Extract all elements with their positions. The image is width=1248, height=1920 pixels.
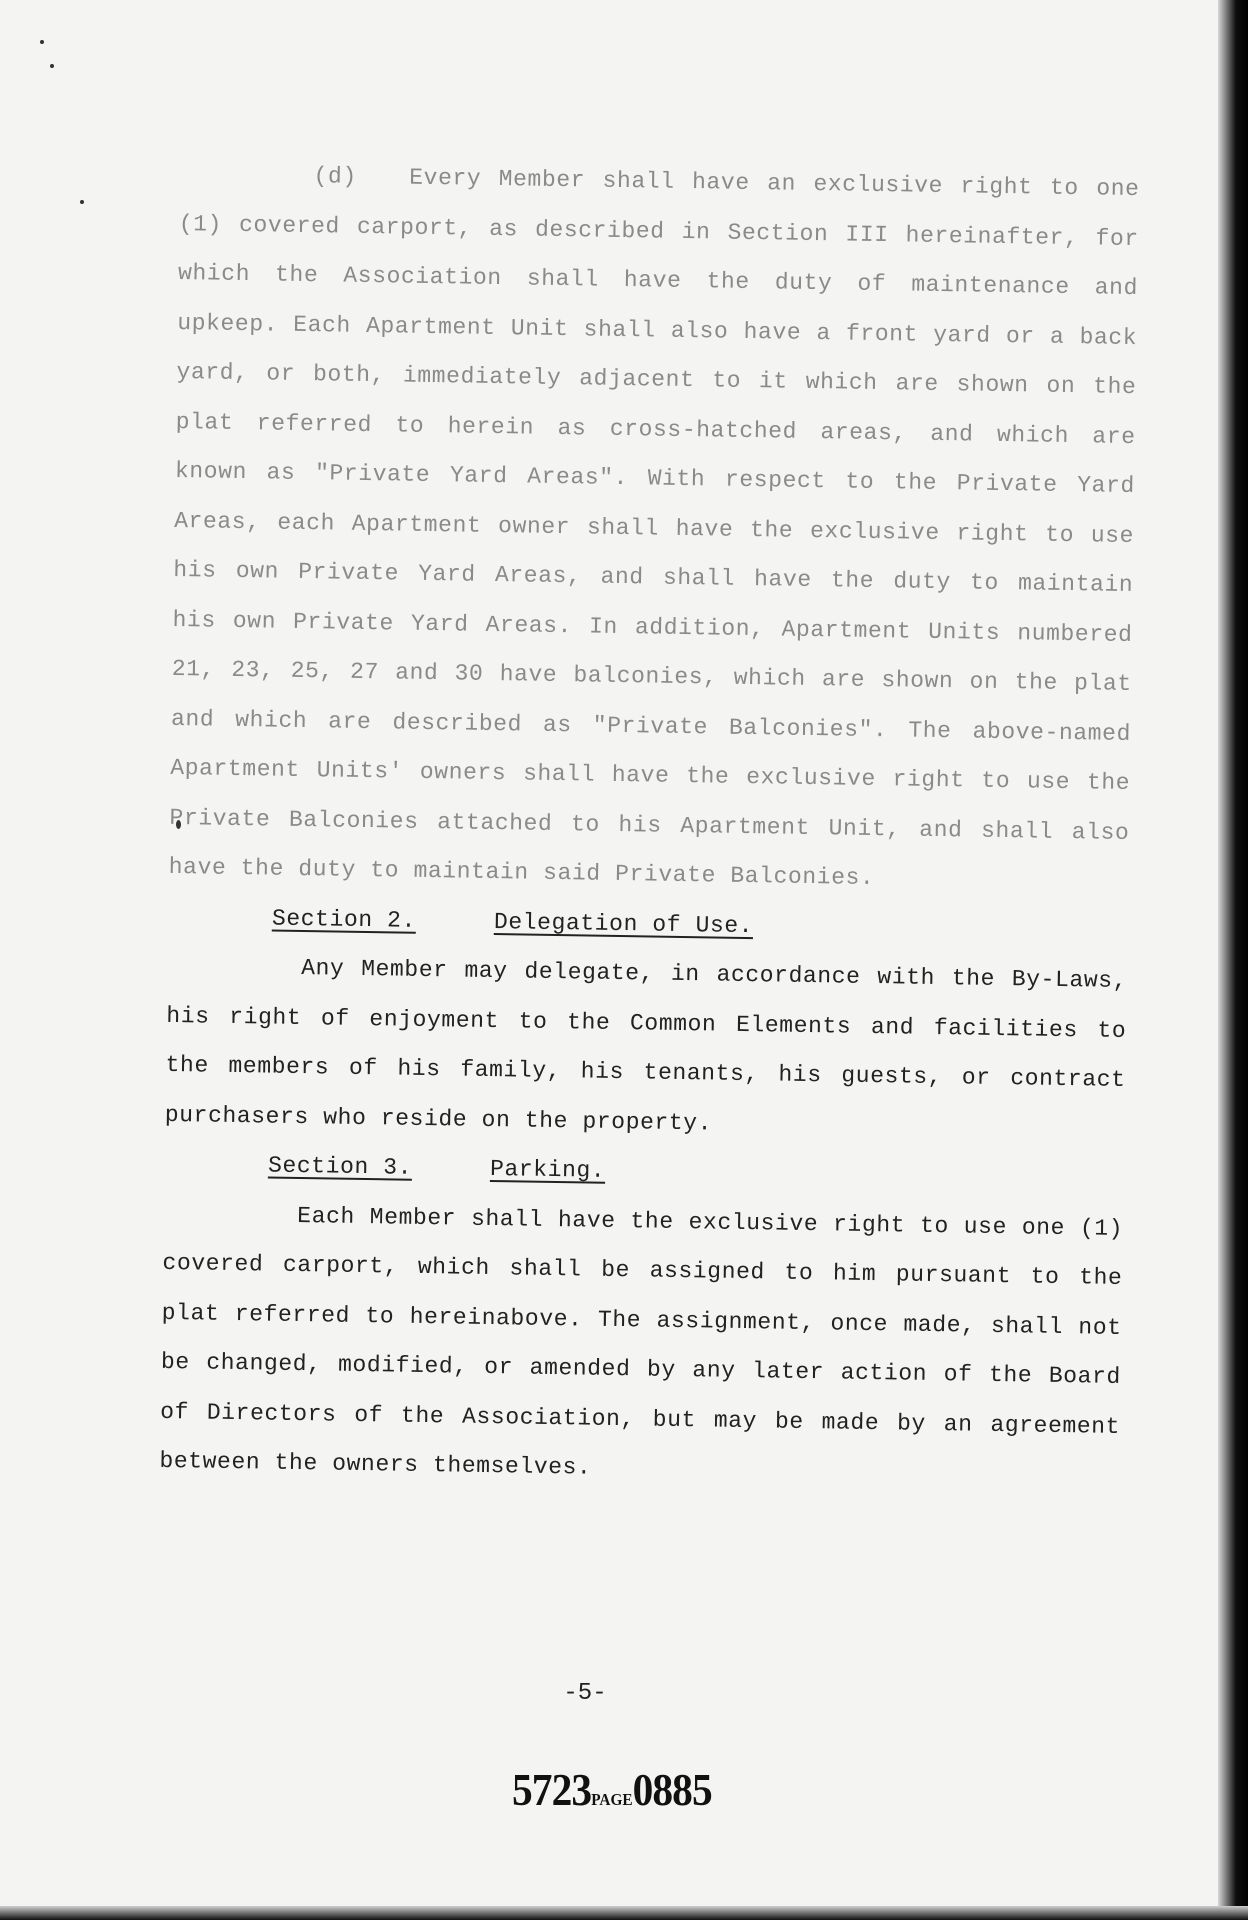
scan-speck bbox=[40, 40, 44, 44]
body-text bbox=[159, 150, 1140, 1501]
scan-speck bbox=[80, 200, 84, 204]
scan-edge-right bbox=[1218, 0, 1248, 1920]
section-3-title: Parking. bbox=[489, 1155, 606, 1184]
stamp-page-label: PAGE bbox=[591, 1790, 633, 1809]
section-3-text: Each Member shall have the exclusive right to use one (1) covered carport, which shall be assigned to him pursuant to the plat referred to hereinabove. The assignment, once made, shall not be changed, modified, or amended by any later action of the Board of Directors of the Association, but may be made by an agreement between the owners themselves. bbox=[159, 1202, 1124, 1481]
scan-speck bbox=[50, 64, 54, 68]
book-page-stamp bbox=[512, 1763, 712, 1816]
page-number: -5- bbox=[563, 1680, 607, 1707]
section-2-number: Section 2. bbox=[271, 905, 417, 934]
paragraph-d-text: Every Member shall have an exclusive right to one (1) covered carport, as described in Section III hereinafter, for which the Association shall have the duty of maintenance and upkeep. Each Apartment Unit shall also have a front yard or a back yard, or both, immediately adjacent to it which are shown on the plat referred to herein as cross-hatched areas, and which are known as "Private Yard Areas". With respect to the Private Yard Areas, each Apartment owner shall have the exclusive right to use his own Private Yard Areas, and shall have the duty to maintain his own Private Yard Areas. In addition, Apartment Units numbered 21, 23, 25, 27 and 30 have balconies, which are shown on the plat and which are described as "Private Balconies". The above-named Apartment Units' owners shall have the exclusive right to use the Private Balconies attached to his Apartment Unit, and shall also have the duty to maintain said Private Balconies. bbox=[168, 164, 1140, 891]
scan-edge-bottom bbox=[0, 1906, 1248, 1920]
paragraph-d-label: (d) bbox=[313, 163, 358, 190]
stamp-book-number: 5723 bbox=[512, 1764, 592, 1815]
section-2-text: Any Member may delegate, in accordance with the By-Laws, his right of enjoyment to the Common Elements and facilities to the members of his family, his tenants, his guests, or contract purchasers who reside on the property. bbox=[164, 955, 1128, 1136]
stamp-page-number: 0885 bbox=[632, 1764, 712, 1815]
paragraph-d bbox=[168, 150, 1140, 907]
section-3-number: Section 3. bbox=[267, 1152, 413, 1181]
section-2-title: Delegation of Use. bbox=[493, 908, 754, 939]
